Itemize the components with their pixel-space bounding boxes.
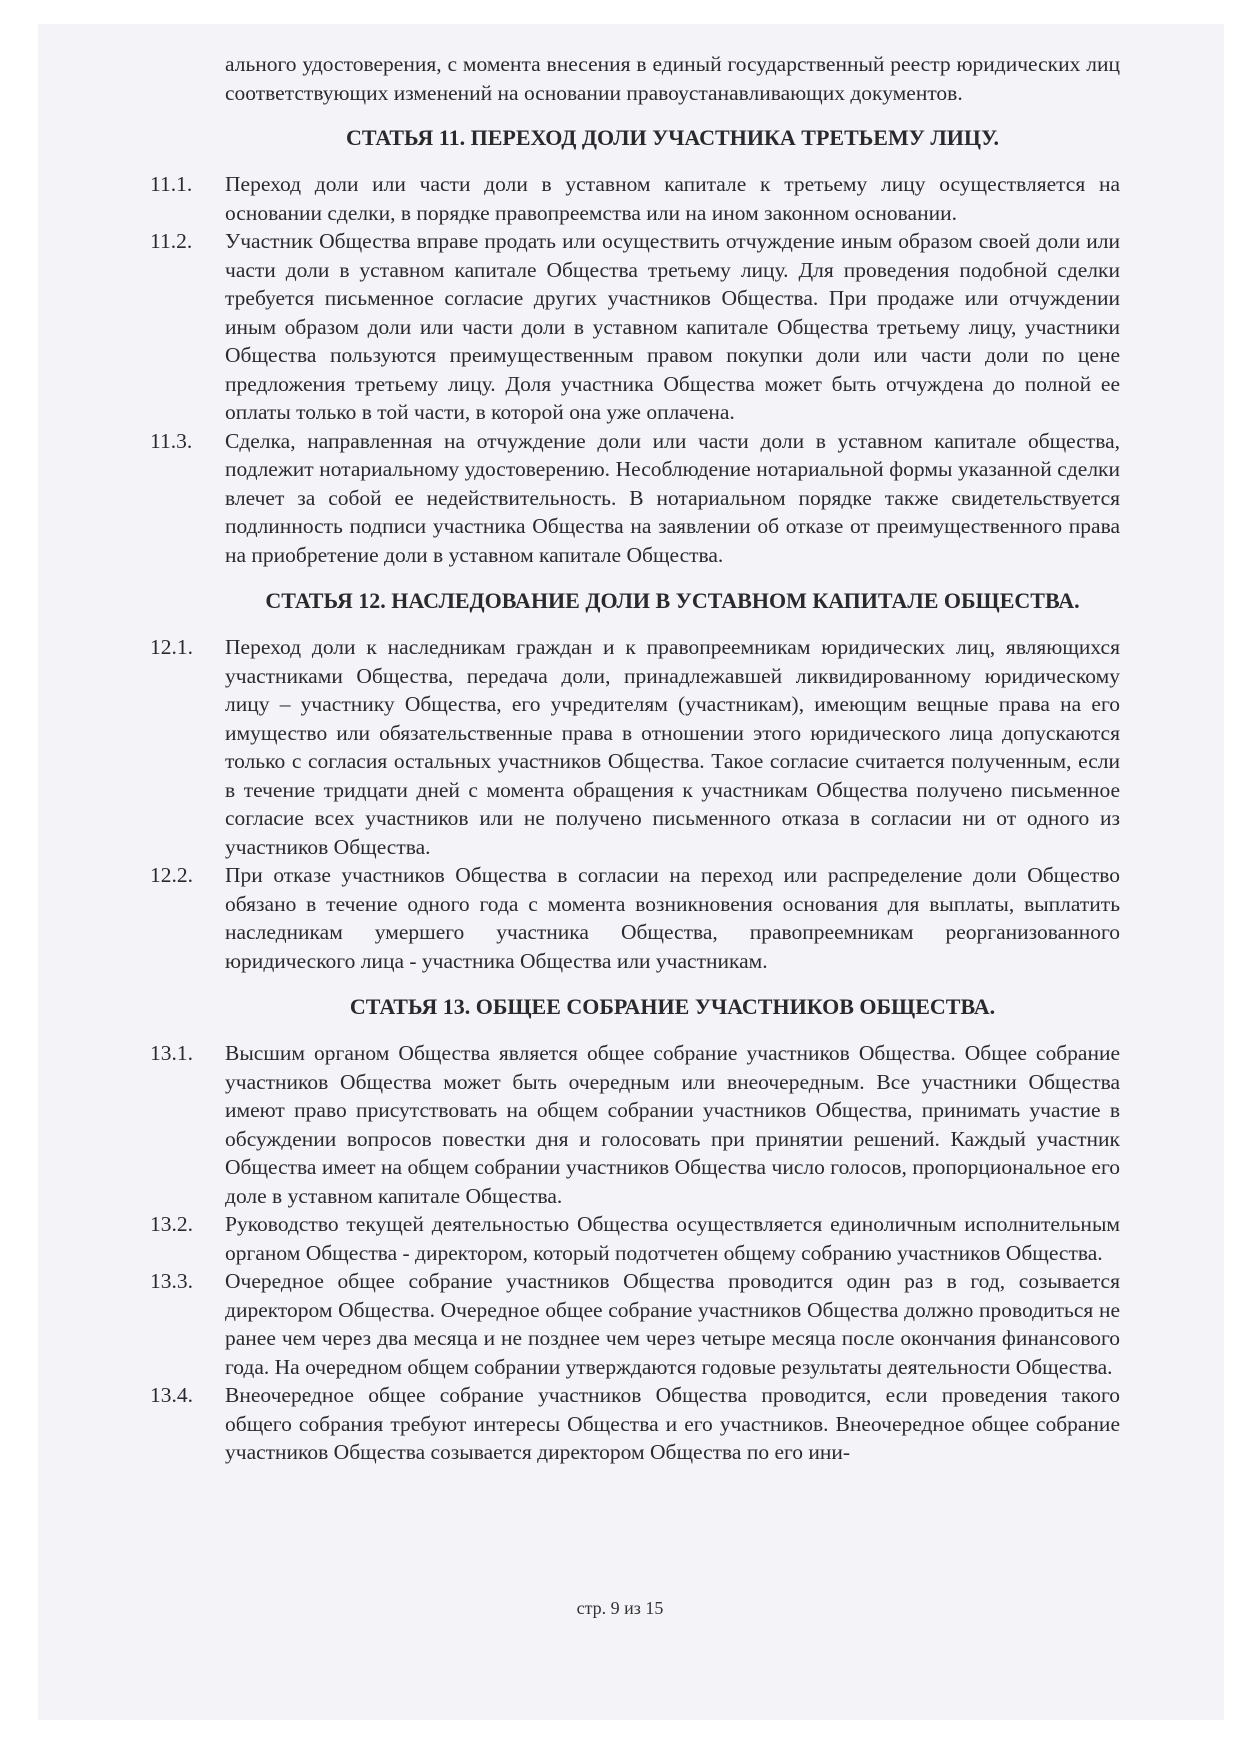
clause-text: Руководство текущей деятельностью Общества осуществляется единоличным исполнительным органом Общества - директором, который подотчетен общему собранию участников Общества. <box>225 1212 1120 1265</box>
clause-text: Очередное общее собрание участников Общества проводится один раз в год, созывается директором Общества. Очередное общее собрание участников Общества должно проводиться не ранее чем через два месяца и не позднее чем через четыре месяца после окончания финансового года. На очередном общем собрании утверждаются годовые результаты деятельности Общества. <box>225 1269 1120 1379</box>
clause-11-2 <box>150 227 1120 427</box>
clause-12-2 <box>150 861 1120 975</box>
clause-text: Участник Общества вправе продать или осуществить отчуждение иным образом своей доли или части доли в уставном капитале Общества третьему лицу. Для проведения подобной сделки требуется письменное согласие других участников Общества. При продаже или отчуждении иным образом доли или части доли в уставном капитале Общества третьему лицу, участники Общества пользуются преимущественным правом покупки доли или части доли по цене предложения третьему лицу. Доля участника Общества может быть отчуждена до полной ее оплаты только в той части, в которой она уже оплачена. <box>225 229 1120 424</box>
document-content <box>150 50 1120 1467</box>
clause-number: 11.1. <box>150 172 193 196</box>
clause-13-3 <box>150 1267 1120 1381</box>
clause-number: 13.1. <box>150 1041 193 1065</box>
section-heading-12: СТАТЬЯ 12. НАСЛЕДОВАНИЕ ДОЛИ В УСТАВНОМ КАПИТАЛЕ ОБЩЕСТВА. <box>265 588 1080 613</box>
clause-number: 11.2. <box>150 229 193 253</box>
clause-text: Переход доли или части доли в уставном капитале к третьему лицу осуществляется на основании сделки, в порядке правопреемства или на ином законном основании. <box>225 172 1120 225</box>
clause-number: 13.4. <box>150 1383 193 1407</box>
clause-13-2 <box>150 1210 1120 1267</box>
clause-11-3 <box>150 427 1120 570</box>
clause-12-1 <box>150 633 1120 861</box>
clause-text: Переход доли к наследникам граждан и к правопреемникам юридических лиц, являющихся участниками Общества, передача доли, принадлежавшей ликвидированному юридическому лицу – участнику Общества, его учредителям (участникам), имеющим вещные права на его имущество или обязательственные права в отношении этого юридического лица допускаются только с согласия остальных участников Общества. Такое согласие считается полученным, если в течение тридцати дней с момента обращения к участникам Общества получено письменное согласие всех участников или не получено письменного отказа в согласии ни от одного из участников Общества. <box>225 635 1120 859</box>
clause-text: При отказе участников Общества в согласии на переход или распределение доли Общество обязано в течение одного года с момента возникновения основания для выплаты, выплатить наследникам умершего участника Общества, правопреемникам реорганизованного юридического лица - участника Общества или участникам. <box>225 863 1120 973</box>
clause-13-4 <box>150 1381 1120 1467</box>
clause-number: 13.2. <box>150 1212 193 1236</box>
clause-number: 13.3. <box>150 1269 193 1293</box>
section-heading-13: СТАТЬЯ 13. ОБЩЕЕ СОБРАНИЕ УЧАСТНИКОВ ОБЩЕСТВА. <box>349 994 996 1019</box>
page-number-footer: стр. 9 из 15 <box>576 1598 664 1618</box>
clause-number: 12.1. <box>150 635 193 659</box>
intro-paragraph: ального удостоверения, с момента внесения в единый государственный реестр юридических лиц соответствующих изменений на основании правоустанавливающих документов. <box>225 52 1120 105</box>
clause-11-1 <box>150 170 1120 227</box>
section-heading-11: СТАТЬЯ 11. ПЕРЕХОД ДОЛИ УЧАСТНИКА ТРЕТЬЕМУ ЛИЦУ. <box>345 125 1000 150</box>
clause-13-1 <box>150 1039 1120 1210</box>
clause-number: 12.2. <box>150 863 193 887</box>
clause-number: 11.3. <box>150 428 193 453</box>
clause-text: Внеочередное общее собрание участников Общества проводится, если проведения такого общего собрания требуют интересы Общества и его участников. Внеочередное общее собрание участников Общества созывается директором Общества по его ини- <box>225 1383 1120 1464</box>
clause-text: Высшим органом Общества является общее собрание участников Общества. Общее собрание участников Общества может быть очередным или внеочередным. Все участники Общества имеют право присутствовать на общем собрании участников Общества, принимать участие в обсуждении вопросов повестки дня и голосовать при принятии решений. Каждый участник Общества имеет на общем собрании участников Общества число голосов, пропорциональное его доле в уставном капитале Общества. <box>225 1041 1120 1208</box>
clause-text: Сделка, направленная на отчуждение доли или части доли в уставном капитале общества, подлежит нотариальному удостоверению. Несоблюдение нотариальной формы указанной сделки влечет за собой ее недействительность. В нотариальном порядке также свидетельствуется подлинность подписи участника Общества на заявлении об отказе от преимущественного права на приобретение доли в уставном капитале Общества. <box>225 428 1120 567</box>
